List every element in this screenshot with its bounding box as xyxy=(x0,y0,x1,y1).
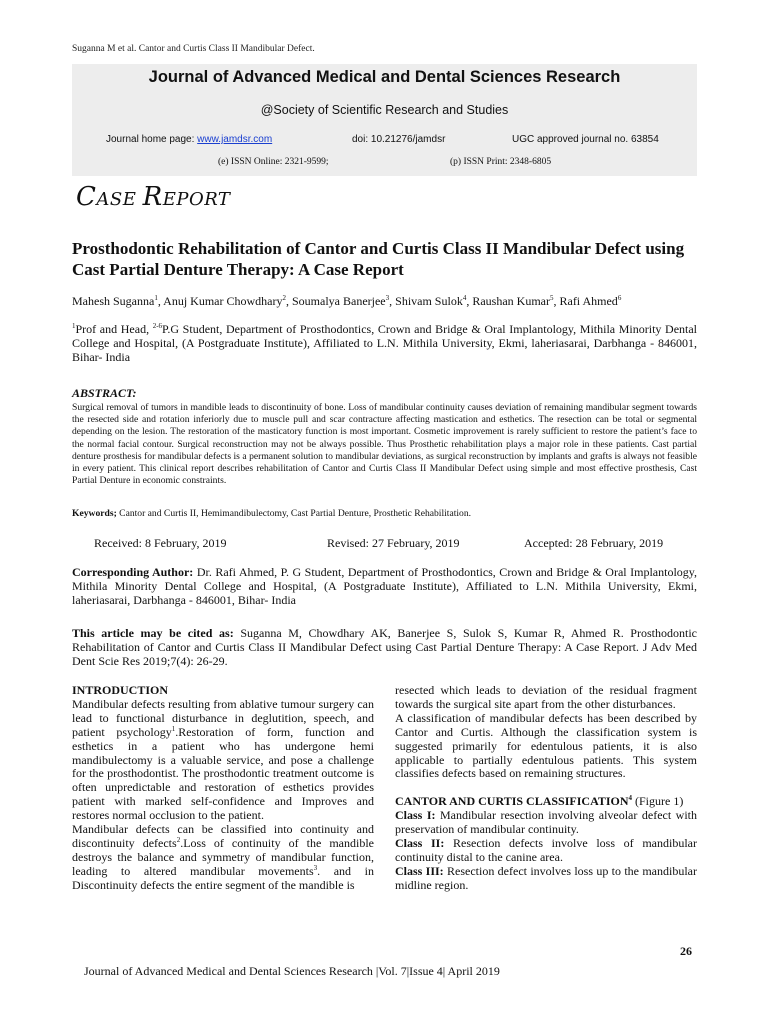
citation: This article may be cited as: Suganna M, Chowdhary AK, Banerjee S, Sulok S, Kumar R, Ahmed R. Prosthodontic Rehabilitation of Cantor and Curtis Class II Mandibular Defect using Cast Partial Denture Therapy: A Case Report. J Adv Med Dent Scie Res 2019;7(4): 26-29. xyxy=(72,626,697,668)
issn-online: (e) ISSN Online: 2321-9599; xyxy=(218,157,329,167)
society-line: @Society of Scientific Research and Studies xyxy=(260,103,509,117)
section-label: CASE REPORT xyxy=(76,182,231,212)
abstract-heading: ABSTRACT: xyxy=(72,386,137,400)
author-list: Mahesh Suganna$^1$, Anuj Kumar Chowdhary$^2$, Soumalya Banerjee$^3$, Shivam Sulok$^4$, Raushan Kumar$^5$, Rafi Ahmed$^6$ xyxy=(72,294,622,308)
revised-date: Revised: 27 February, 2019 xyxy=(327,536,460,550)
page-number: 26 xyxy=(680,944,692,958)
left-column xyxy=(72,684,374,893)
homepage-link[interactable]: www.jamdsr.com xyxy=(197,134,273,145)
right-column xyxy=(395,684,697,893)
received-date: Received: 8 February, 2019 xyxy=(94,536,227,550)
class-item: Class III: Resection defect involves loss up to the mandibular midline region. xyxy=(395,863,697,892)
footer: Journal of Advanced Medical and Dental Sciences Research |Vol. 7|Issue 4| April 2019 xyxy=(84,964,500,978)
article-title: Prosthodontic Rehabilitation of Cantor and Curtis Class II Mandibular Defect using Cast Partial Denture Therapy: A Case Report xyxy=(72,239,685,279)
intro-continued: resected which leads to deviation of the residual fragment towards the surgical site apart from the other disturbances. xyxy=(395,683,697,711)
running-head: Suganna M et al. Cantor and Curtis Class II Mandibular Defect. xyxy=(72,44,315,54)
intro-paragraph-1: Mandibular defects resulting from ablative tumour surgery can lead to functional disturbance in deglutition, speech, and patient psychology$^1$.Restoration of form, function and esthetics in a patient who has undergone hemi mandibulectomy is a valuable service, and pose a challenge for the prosthodontist. The prosthodontic treatment outcome is often unpredictable and restoration of esthetics provides patient with marked self-confidence and Improves and restores normal occlusion to the patient. xyxy=(72,696,375,823)
issn-print: (p) ISSN Print: 2348-6805 xyxy=(450,157,552,167)
corresponding-author: Corresponding Author: Dr. Rafi Ahmed, P. G Student, Department of Prosthodontics, Crown and Bridge & Oral Implantology, Mithila Minority Dental College and Hospital, (A Postgraduate Institute), Affiliated to L.N. Mithila University, Ekmi, laheriasarai, Darbhanga - 846001, Bihar- India xyxy=(72,565,698,607)
class-item: Class I: Mandibular resection involving alveolar defect with preservation of mandibular continuity. xyxy=(395,808,697,837)
affiliation: $^1$Prof and Head, $^{2-6}$P.G Student, Department of Prosthodontics, Crown and Bridge & Oral Implantology, Mithila Minority Dental College and Hospital, (A Postgraduate Institute), Affiliated to L.N. Mithila University, Ekmi, laheriasarai, Darbhanga - 846001, Bihar- India xyxy=(72,322,698,364)
intro-paragraph-2: Mandibular defects can be classified into continuity and discontinuity defects$^2$.Loss of continuity of the mandible destroys the balance and symmetry of mandibular function, leading to altered mandibular movements$^3$. and in Discontinuity defects the entire segment of the mandible is xyxy=(72,822,374,892)
homepage-label: Journal home page: xyxy=(106,134,198,145)
journal-title: Journal of Advanced Medical and Dental Sciences Research xyxy=(148,68,621,86)
accepted-date: Accepted: 28 February, 2019 xyxy=(524,536,664,550)
abstract-body: Surgical removal of tumors in mandible leads to discontinuity of bone. Loss of mandibular continuity causes deviation of remaining mandibular segment towards the resected side and rotation inferiorly due to muscle pull and scar contracture affecting mastication and esthetics. The resection can be total or segmental depending on the lesion. The restoration of the masticatory function is most important. Cosmetic improvement is rarely sufficient to restore the patient’s face to the normal facial contour. Surgical reconstruction may not be always possible. Thus Prosthetic rehabilitation plays a major role in these patients. Cast partial denture prosthesis for mandibular defects is a permanent solution to mandibular deviations, as surgical reconstruction by implants and grafts is always not feasible in every patient. This clinical report describes rehabilitation of Cantor and Curtis Class II Mandibular Defect using simple and most effective prosthesis, Cast Partial Denture in economic constraints. xyxy=(72,402,697,487)
intro-heading: INTRODUCTION xyxy=(72,683,169,697)
keywords: Keywords; Cantor and Curtis II, Hemimandibulectomy, Cast Partial Denture, Prosthetic Rehabilitation. xyxy=(72,508,472,519)
homepage-line xyxy=(106,134,272,145)
doi: doi: 10.21276/jamdsr xyxy=(352,134,446,145)
ugc-number: UGC approved journal no. 63854 xyxy=(512,134,659,145)
intro-paragraph-3: A classification of mandibular defects has been described by Cantor and Curtis. Although the classification system is suggested primarily for edentulous patients, it is also applicable to partially edentulous patients. This system classifies defects based on remaining structures. xyxy=(395,710,697,781)
class-item: Class II: Resection defects involve loss of mandibular continuity distal to the canine area. xyxy=(395,836,697,864)
classification-heading: CANTOR AND CURTIS CLASSIFICATION$^4$ (Figure 1) xyxy=(395,794,684,809)
